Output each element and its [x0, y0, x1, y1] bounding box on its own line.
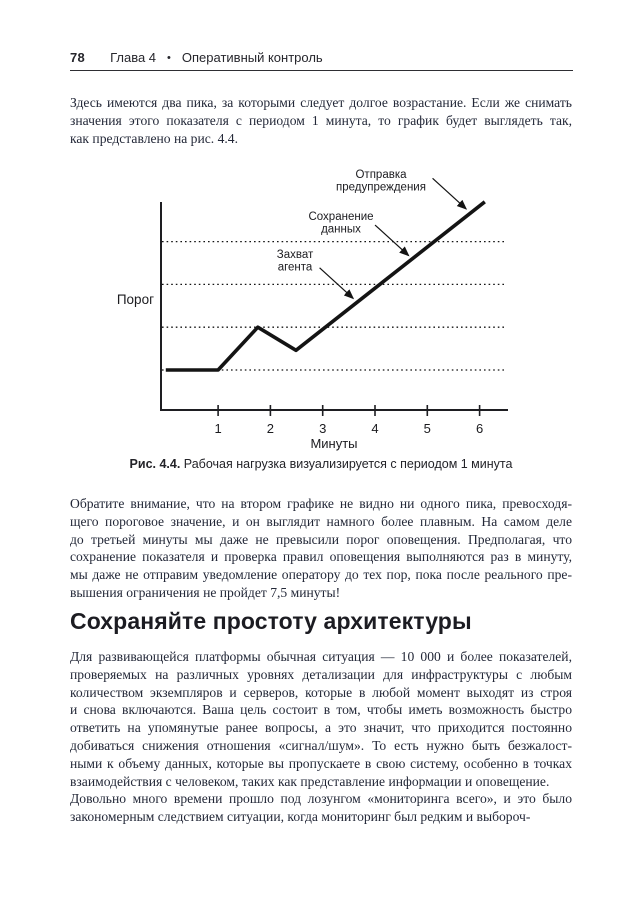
- text-line: ными к объему данных, которые вы пропускаете в свою систему, особенно в точках: [70, 755, 572, 771]
- text-line: и снова включаются. Ваша цель состоит в том, чтобы иметь возможность быстро: [70, 702, 572, 718]
- x-tick-label: 3: [319, 421, 327, 436]
- x-tick-label: 4: [371, 421, 379, 436]
- annotation-label: Захват: [276, 249, 314, 261]
- paragraph-3: [70, 648, 572, 790]
- annotation-arrow: [375, 225, 409, 256]
- text-line: до третьей минуты мы даже не превысили порог оповещения. Предполагая, что: [70, 531, 572, 547]
- bullet-separator: •: [167, 52, 171, 64]
- text-line: значения этого показателя с периодом 1 минута, то график будет выглядеть так,: [70, 112, 572, 128]
- text-line: закономерным следствием ситуации, когда мониторинг был редким и выбороч-: [70, 808, 531, 824]
- annotation-arrow: [320, 268, 354, 299]
- text-line: Для развивающейся платформы обычная ситуация — 10 000 и более показателей,: [70, 649, 572, 664]
- x-tick-label: 6: [475, 421, 484, 436]
- chapter-title: Оперативный контроль: [181, 50, 323, 65]
- text-line: проверяемых на различных уровнях детализации для инфраструктуры с любым: [70, 666, 572, 682]
- text-line: Здесь имеются два пика, за которыми следует долгое возрастание. Если же снимать: [70, 95, 572, 110]
- x-tick-label: 5: [423, 421, 431, 436]
- caption-text: Рабочая нагрузка визуализируется с периодом 1 минута: [180, 457, 513, 471]
- paragraph-1: [70, 94, 572, 147]
- text-line: ответить на упомянутые ранее вопросы, а это значит, что приходится постоянно: [70, 720, 572, 736]
- paragraph-2: [70, 495, 572, 602]
- text-line: как представлено на рис. 4.4.: [70, 130, 238, 146]
- header-rule: [70, 70, 573, 71]
- x-axis-label: Минуты: [310, 436, 358, 451]
- annotation-label: предупреждения: [336, 181, 426, 194]
- chapter-label: Глава 4: [110, 50, 157, 65]
- figure-caption: [70, 457, 572, 471]
- paragraph-4: [70, 790, 572, 826]
- caption-label: Рис. 4.4.: [129, 457, 181, 471]
- x-tick-label: 2: [266, 421, 275, 436]
- text-line: количеством экземпляров и серверов, которые в любой момент выходят из строя: [70, 684, 572, 700]
- text-line: сохранение показателя и проверка правил оповещения выполняются раз в минуту,: [70, 549, 572, 565]
- text-line: Довольно много времени прошло под лозунгом «мониторинга всего», и это было: [70, 791, 572, 806]
- annotation-label: агента: [277, 261, 313, 274]
- section-heading: Сохраняйте простоту архитектуры: [70, 608, 472, 634]
- figure-chart-svg: [70, 160, 572, 452]
- annotation-label: Сохранение: [308, 211, 374, 223]
- y-axis-label: Порог: [116, 292, 154, 307]
- x-tick-label: 1: [214, 421, 222, 436]
- annotation-arrow: [433, 178, 467, 209]
- text-line: мы даже не отправим уведомление оператору до тех пор, пока после реального пре-: [70, 567, 572, 583]
- figure-4-4: [70, 160, 572, 452]
- text-line: вышения ограничения не пройдет 7,5 минуты!: [70, 584, 341, 600]
- annotation-label: данных: [321, 223, 361, 236]
- text-line: добиваться снижения отношения «сигнал/шум». То есть нужно быть безжалост-: [70, 737, 572, 753]
- page-header: [70, 50, 572, 66]
- annotation-label: Отправка: [355, 169, 407, 181]
- text-line: взаимодействия с человеком, таких как представление информации и оповещение.: [70, 773, 550, 789]
- text-line: Обратите внимание, что на втором графике не видно ни одного пика, превосходя-: [70, 496, 572, 511]
- text-line: щего пороговое значение, и он выглядит намного более плавным. На самом деле: [70, 513, 572, 529]
- page-number: 78: [70, 50, 86, 65]
